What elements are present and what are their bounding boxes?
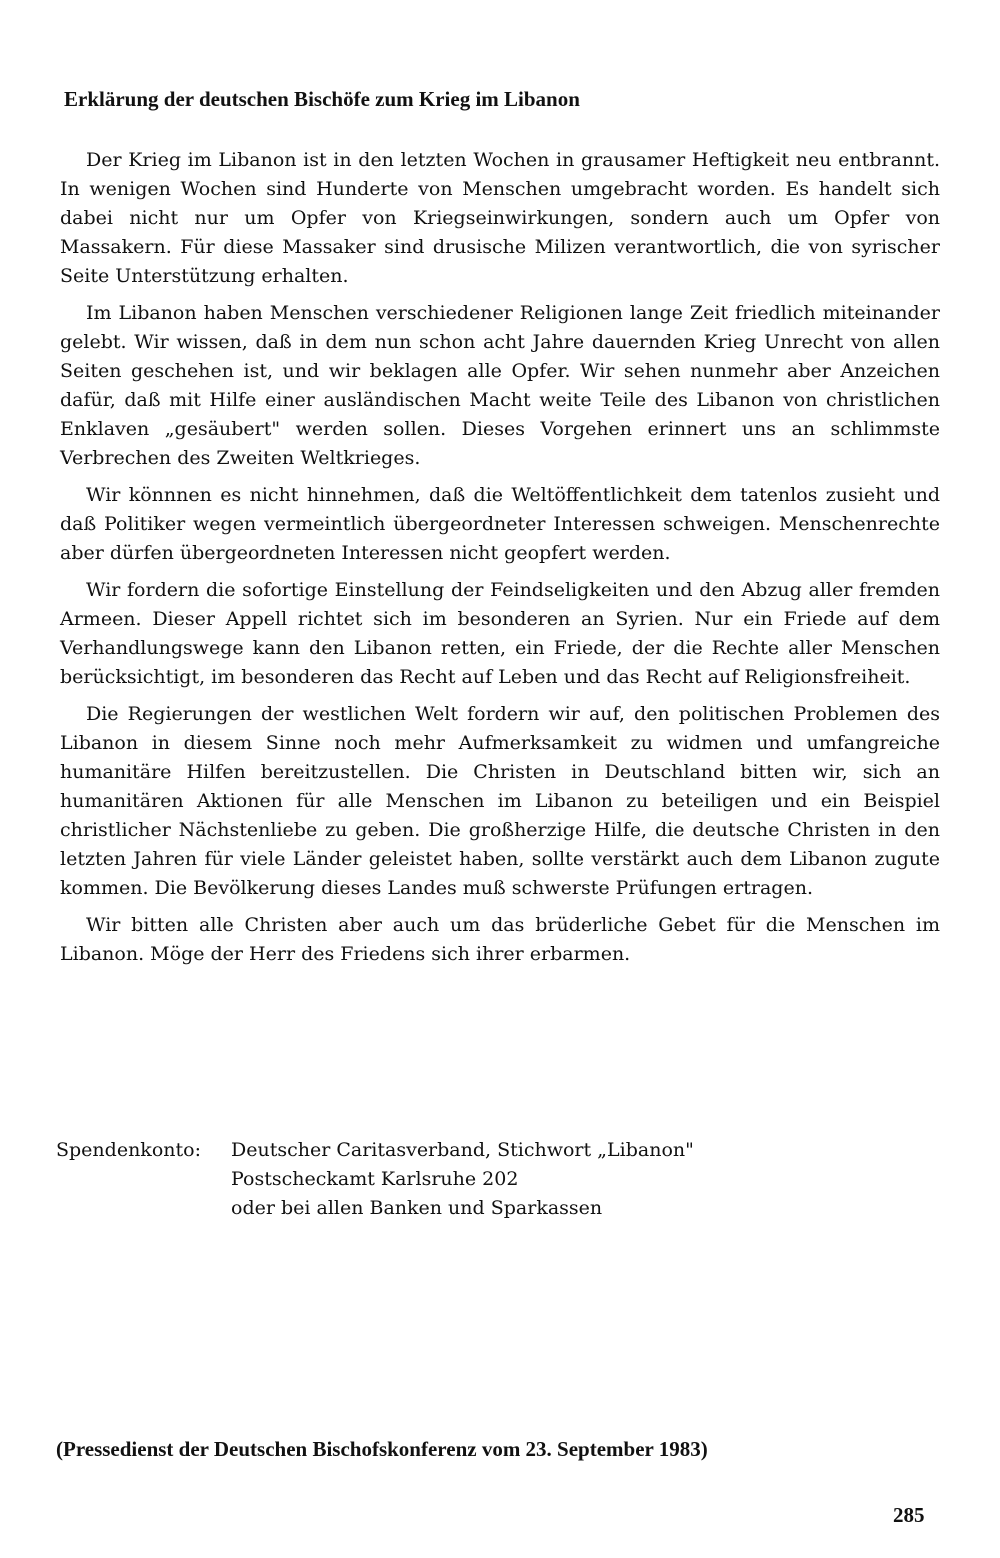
page-number: 285	[893, 1503, 925, 1527]
source-note: (Pressedienst der Deutschen Bischofskonferenz vom 23. September 1983)	[56, 1437, 708, 1461]
paragraph-1: Der Krieg im Libanon ist in den letzten Wochen in grausamer Heftigkeit neu entbrannt. In wenigen Wochen sind Hunderte von Menschen umgebracht worden. Es handelt sich dabei nicht nur um Opfer von Kriegseinwirkungen, sondern auch um Opfer von Massakern. Für diese Massaker sind drusische Milizen verantwortlich, die von syrischer Seite Unterstützung erhalten.	[60, 149, 940, 287]
donation-details	[231, 1136, 694, 1223]
paragraph-6: Wir bitten alle Christen aber auch um das brüderliche Gebet für die Menschen im Libanon. Möge der Herr des Friedens sich ihrer erbarmen.	[60, 914, 940, 965]
donation-line-2: Postscheckamt Karlsruhe 202	[231, 1168, 519, 1190]
donation-label: Spendenkonto:	[56, 1139, 201, 1161]
donation-line-1: Deutscher Caritasverband, Stichwort „Libanon"	[231, 1139, 694, 1161]
document-title: Erklärung der deutschen Bischöfe zum Krieg im Libanon	[64, 87, 580, 111]
donation-line-3: oder bei allen Banken und Sparkassen	[231, 1197, 603, 1219]
document-body	[60, 146, 940, 977]
paragraph-2: Im Libanon haben Menschen verschiedener Religionen lange Zeit friedlich miteinander gelebt. Wir wissen, daß in dem nun schon acht Jahre dauernden Krieg Unrecht von allen Seiten geschehen ist, und wir beklagen alle Opfer. Wir sehen nunmehr aber Anzeichen dafür, daß mit Hilfe einer ausländischen Macht weite Teile des Libanon von christlichen Enklaven „gesäubert" werden sollen. Dieses Vorgehen erinnert uns an schlimmste Verbrechen des Zweiten Weltkrieges.	[60, 302, 940, 469]
paragraph-5: Die Regierungen der westlichen Welt fordern wir auf, den politischen Problemen des Libanon in diesem Sinne noch mehr Aufmerksamkeit zu widmen und umfangreiche humanitäre Hilfen bereitzustellen. Die Christen in Deutschland bitten wir, sich an humanitären Aktionen für alle Menschen im Libanon zu beteiligen und ein Beispiel christlicher Nächstenliebe zu geben. Die großherzige Hilfe, die deutsche Christen in den letzten Jahren für viele Länder geleistet haben, sollte verstärkt auch dem Libanon zugute kommen. Die Bevölkerung dieses Landes muß schwerste Prüfungen ertragen.	[60, 703, 940, 899]
paragraph-4: Wir fordern die sofortige Einstellung der Feindseligkeiten und den Abzug aller fremden Armeen. Dieser Appell richtet sich im besonderen an Syrien. Nur ein Friede auf dem Verhandlungswege kann den Libanon retten, ein Friede, der die Rechte aller Menschen berücksichtigt, im besonderen das Recht auf Leben und das Recht auf Religionsfreiheit.	[60, 579, 940, 688]
donation-account	[56, 1136, 936, 1223]
paragraph-3: Wir könnnen es nicht hinnehmen, daß die Weltöffentlichkeit dem tatenlos zusieht und daß Politiker wegen vermeintlich übergeordneter Interessen schweigen. Menschenrechte aber dürfen übergeordneten Interessen nicht geopfert werden.	[60, 484, 940, 564]
